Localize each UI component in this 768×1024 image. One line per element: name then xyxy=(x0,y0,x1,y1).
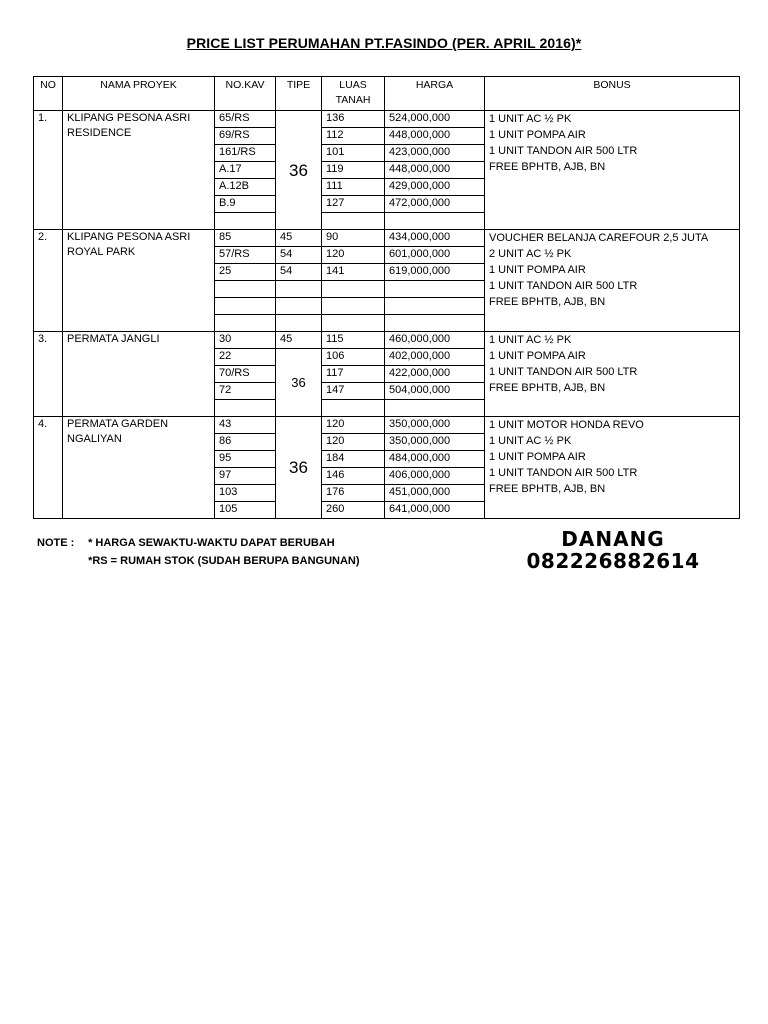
contact-block xyxy=(498,528,728,572)
kav-cell: 97 xyxy=(215,468,276,485)
project-name: KLIPANG PESONA ASRI ROYAL PARK xyxy=(63,230,215,332)
kav-cell: 103 xyxy=(215,485,276,502)
header-no-kav: NO.KAV xyxy=(215,77,276,111)
harga-cell: 434,000,000 xyxy=(385,230,485,247)
tipe-cell: 36 xyxy=(276,417,322,519)
header-harga: HARGA xyxy=(385,77,485,111)
luas-cell: 101 xyxy=(322,145,385,162)
bonus-item: 1 UNIT TANDON AIR 500 LTR xyxy=(489,145,638,157)
document-title: PRICE LIST PERUMAHAN PT.FASINDO (PER. APRIL 2016)* xyxy=(186,35,582,51)
bonus-cell xyxy=(485,230,740,332)
harga-cell: 619,000,000 xyxy=(385,264,485,281)
luas-cell: 120 xyxy=(322,434,385,451)
project-no: 1. xyxy=(34,111,63,230)
harga-cell: 350,000,000 xyxy=(385,434,485,451)
kav-cell: 70/RS xyxy=(215,366,276,383)
tipe-cell: 36 xyxy=(276,111,322,230)
bonus-item: 1 UNIT POMPA AIR xyxy=(489,264,586,276)
bonus-item: 1 UNIT TANDON AIR 500 LTR xyxy=(489,280,638,292)
table-row xyxy=(34,230,740,247)
luas-cell: 136 xyxy=(322,111,385,128)
tipe-cell: 54 xyxy=(276,247,322,264)
kav-cell: A.12B xyxy=(215,179,276,196)
bonus-cell xyxy=(485,417,740,519)
note-label: NOTE : xyxy=(37,537,75,549)
table-row xyxy=(34,111,740,128)
kav-cell: 43 xyxy=(215,417,276,434)
bonus-item: FREE BPHTB, AJB, BN xyxy=(489,483,606,495)
kav-cell: 65/RS xyxy=(215,111,276,128)
harga-cell: 641,000,000 xyxy=(385,502,485,519)
bonus-item: 1 UNIT TANDON AIR 500 LTR xyxy=(489,366,638,378)
bonus-item: 1 UNIT MOTOR HONDA REVO xyxy=(489,419,644,431)
kav-cell: 86 xyxy=(215,434,276,451)
tipe-cell: 45 xyxy=(276,230,322,247)
header-luas-tanah: LUAS TANAH xyxy=(322,77,385,111)
project-no: 2. xyxy=(34,230,63,332)
kav-cell: A.17 xyxy=(215,162,276,179)
kav-cell: 85 xyxy=(215,230,276,247)
harga-cell: 601,000,000 xyxy=(385,247,485,264)
project-name: PERMATA JANGLI xyxy=(63,332,215,417)
kav-cell: 69/RS xyxy=(215,128,276,145)
kav-cell: 57/RS xyxy=(215,247,276,264)
header-no: NO xyxy=(34,77,63,111)
table-row xyxy=(34,417,740,434)
harga-cell: 429,000,000 xyxy=(385,179,485,196)
luas-cell: 176 xyxy=(322,485,385,502)
luas-cell: 260 xyxy=(322,502,385,519)
bonus-item: 1 UNIT TANDON AIR 500 LTR xyxy=(489,467,638,479)
bonus-item: 1 UNIT POMPA AIR xyxy=(489,350,586,362)
bonus-item: 2 UNIT AC ½ PK xyxy=(489,248,572,260)
bonus-item: 1 UNIT AC ½ PK xyxy=(489,435,572,447)
luas-cell: 119 xyxy=(322,162,385,179)
project-no: 3. xyxy=(34,332,63,417)
project-name: KLIPANG PESONA ASRI RESIDENCE xyxy=(63,111,215,230)
kav-cell: 161/RS xyxy=(215,145,276,162)
luas-cell: 147 xyxy=(322,383,385,400)
luas-cell: 146 xyxy=(322,468,385,485)
harga-cell: 460,000,000 xyxy=(385,332,485,349)
harga-cell: 402,000,000 xyxy=(385,349,485,366)
tipe-cell: 36 xyxy=(276,349,322,417)
harga-cell: 472,000,000 xyxy=(385,196,485,213)
harga-cell: 422,000,000 xyxy=(385,366,485,383)
kav-cell: 22 xyxy=(215,349,276,366)
harga-cell: 484,000,000 xyxy=(385,451,485,468)
harga-cell: 448,000,000 xyxy=(385,162,485,179)
project-no: 4. xyxy=(34,417,63,519)
bonus-item: FREE BPHTB, AJB, BN xyxy=(489,161,606,173)
luas-cell: 120 xyxy=(322,417,385,434)
note-text-1: * HARGA SEWAKTU-WAKTU DAPAT BERUBAH xyxy=(88,537,335,549)
harga-cell: 504,000,000 xyxy=(385,383,485,400)
luas-cell: 112 xyxy=(322,128,385,145)
header-nama-proyek: NAMA PROYEK xyxy=(63,77,215,111)
bonus-item: FREE BPHTB, AJB, BN xyxy=(489,382,606,394)
luas-cell: 127 xyxy=(322,196,385,213)
kav-cell: B.9 xyxy=(215,196,276,213)
price-table xyxy=(33,76,740,519)
luas-cell: 106 xyxy=(322,349,385,366)
bonus-cell xyxy=(485,332,740,417)
luas-cell: 141 xyxy=(322,264,385,281)
luas-cell: 117 xyxy=(322,366,385,383)
bonus-item: VOUCHER BELANJA CAREFOUR 2,5 JUTA xyxy=(489,232,709,244)
bonus-item: 1 UNIT AC ½ PK xyxy=(489,113,572,125)
contact-phone: 082226882614 xyxy=(526,549,700,573)
harga-cell: 451,000,000 xyxy=(385,485,485,502)
bonus-item: 1 UNIT POMPA AIR xyxy=(489,129,586,141)
header-tipe: TIPE xyxy=(276,77,322,111)
luas-cell: 184 xyxy=(322,451,385,468)
bonus-item: 1 UNIT POMPA AIR xyxy=(489,451,586,463)
bonus-cell xyxy=(485,111,740,230)
tipe-cell: 45 xyxy=(276,332,322,349)
harga-cell: 350,000,000 xyxy=(385,417,485,434)
harga-cell: 524,000,000 xyxy=(385,111,485,128)
tipe-cell: 54 xyxy=(276,264,322,281)
kav-cell: 30 xyxy=(215,332,276,349)
kav-cell: 105 xyxy=(215,502,276,519)
luas-cell: 90 xyxy=(322,230,385,247)
kav-cell: 25 xyxy=(215,264,276,281)
harga-cell: 406,000,000 xyxy=(385,468,485,485)
note-text-2: *RS = RUMAH STOK (SUDAH BERUPA BANGUNAN) xyxy=(88,555,360,567)
note-line-1 xyxy=(37,534,360,552)
luas-cell: 120 xyxy=(322,247,385,264)
luas-cell: 115 xyxy=(322,332,385,349)
kav-cell: 72 xyxy=(215,383,276,400)
note-block xyxy=(37,534,360,570)
bonus-item: 1 UNIT AC ½ PK xyxy=(489,334,572,346)
harga-cell: 448,000,000 xyxy=(385,128,485,145)
note-line-2 xyxy=(37,552,360,570)
contact-name: DANANG xyxy=(561,527,665,551)
header-row xyxy=(34,77,740,111)
luas-cell: 111 xyxy=(322,179,385,196)
header-bonus: BONUS xyxy=(485,77,740,111)
kav-cell: 95 xyxy=(215,451,276,468)
bonus-item: FREE BPHTB, AJB, BN xyxy=(489,296,606,308)
table-row xyxy=(34,332,740,349)
project-name: PERMATA GARDEN NGALIYAN xyxy=(63,417,215,519)
harga-cell: 423,000,000 xyxy=(385,145,485,162)
